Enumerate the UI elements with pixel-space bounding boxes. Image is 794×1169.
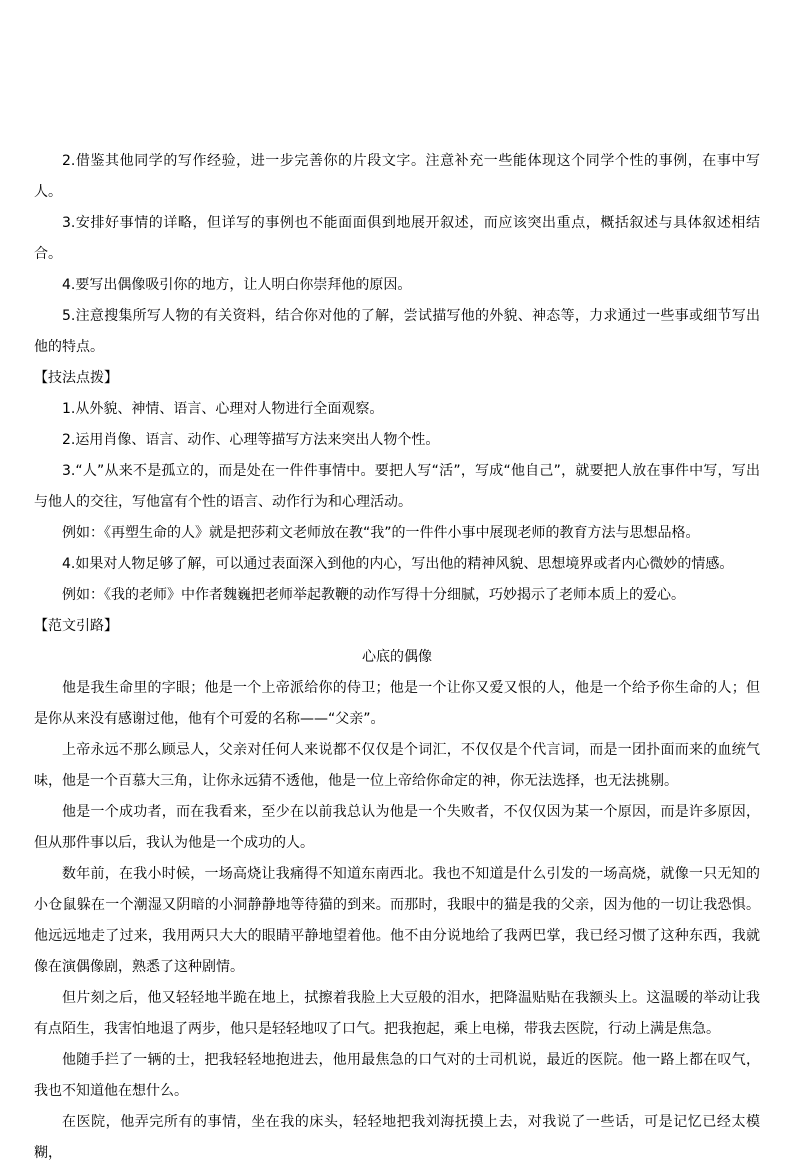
tip-item-2: 2.借鉴其他同学的写作经验，进一步完善你的片段文字。注意补充一些能体现这个同学个性的事例，在事中写人。 bbox=[34, 153, 760, 200]
document-body bbox=[34, 146, 760, 1169]
technique-example-2: 例如：《我的老师》中作者魏巍把老师举起教鞭的动作写得十分细腻，巧妙揭示了老师本质上的爱心。 bbox=[62, 587, 685, 603]
essay-title: 心底的偶像 bbox=[362, 649, 432, 665]
technique-item-2: 2.运用肖像、语言、动作、心理等描写方法来突出人物个性。 bbox=[62, 432, 440, 448]
essay-paragraph: 他随手拦了一辆的士，把我轻轻地抱进去，他用最焦急的口气对的士司机说，最近的医院。他一路上都在叹气，我也不知道他在想什么。 bbox=[34, 1052, 760, 1099]
essay-paragraph: 在医院，他弄完所有的事情，坐在我的床头，轻轻地把我刘海抚摸上去，对我说了一些话，可是记忆已经太模糊， bbox=[34, 1114, 760, 1161]
model-essay-heading: 【范文引路】 bbox=[34, 618, 118, 634]
essay-paragraph: 他是一个成功者，而在我看来，至少在以前我总认为他是一个失败者，不仅仅因为某一个原因，而是许多原因，但从那件事以后，我认为他是一个成功的人。 bbox=[34, 804, 760, 851]
tip-item-4: 4.要写出偶像吸引你的地方，让人明白你崇拜他的原因。 bbox=[62, 277, 412, 293]
technique-item-3: 3.“人”从来不是孤立的，而是处在一件件事情中。要把人写“活”，写成“他自己”，就要把人放在事件中写，写出与他人的交往，写他富有个性的语言、动作行为和心理活动。 bbox=[34, 463, 760, 510]
technique-item-4: 4.如果对人物足够了解，可以通过表面深入到他的内心，写出他的精神风貌、思想境界或者内心微妙的情感。 bbox=[62, 556, 734, 572]
essay-paragraph: 数年前，在我小时候，一场高烧让我痛得不知道东南西北。我也不知道是什么引发的一场高烧，就像一只无知的小仓鼠躲在一个潮湿又阴暗的小洞静静地等待猫的到来。而那时，我眼中的猫是我的父亲，因为他的一切让我恐惧。他远远地走了过来，我用两只大大的眼睛平静地望着他。他不由分说地给了我两巴掌，我已经习惯了这种东西，我就像在演偶像剧，熟悉了这种剧情。 bbox=[34, 866, 760, 975]
tip-item-3: 3.安排好事情的详略，但详写的事例也不能面面俱到地展开叙述，而应该突出重点，概括叙述与具体叙述相结合。 bbox=[34, 215, 760, 262]
technique-item-1: 1.从外貌、神情、语言、心理对人物进行全面观察。 bbox=[62, 401, 384, 417]
tip-item-5: 5.注意搜集所写人物的有关资料，结合你对他的了解，尝试描写他的外貌、神态等，力求通过一些事或细节写出他的特点。 bbox=[34, 308, 760, 355]
essay-paragraph: 但片刻之后，他又轻轻地半跪在地上，拭擦着我脸上大豆般的泪水，把降温贴贴在我额头上。这温暖的举动让我有点陌生，我害怕地退了两步，他只是轻轻地叹了口气。把我抱起，乘上电梯，带我去医院，行动上满是焦急。 bbox=[34, 990, 760, 1037]
technique-example-1: 例如：《再塑生命的人》就是把莎莉文老师放在教“我”的一件件小事中展现老师的教育方法与思想品格。 bbox=[62, 525, 700, 541]
essay-paragraph: 他是我生命里的字眼；他是一个上帝派给你的侍卫；他是一个让你又爱又恨的人，他是一个给予你生命的人；但是你从来没有感谢过他，他有个可爱的名称——“父亲”。 bbox=[34, 680, 760, 727]
essay-paragraph: 上帝永远不那么顾忌人，父亲对任何人来说都不仅仅是个词汇，不仅仅是个代言词，而是一团扑面而来的血统气味，他是一个百慕大三角，让你永远猜不透他，他是一位上帝给你命定的神，你无法选择，也无法挑剔。 bbox=[34, 742, 760, 789]
techniques-heading: 【技法点拨】 bbox=[34, 370, 118, 386]
